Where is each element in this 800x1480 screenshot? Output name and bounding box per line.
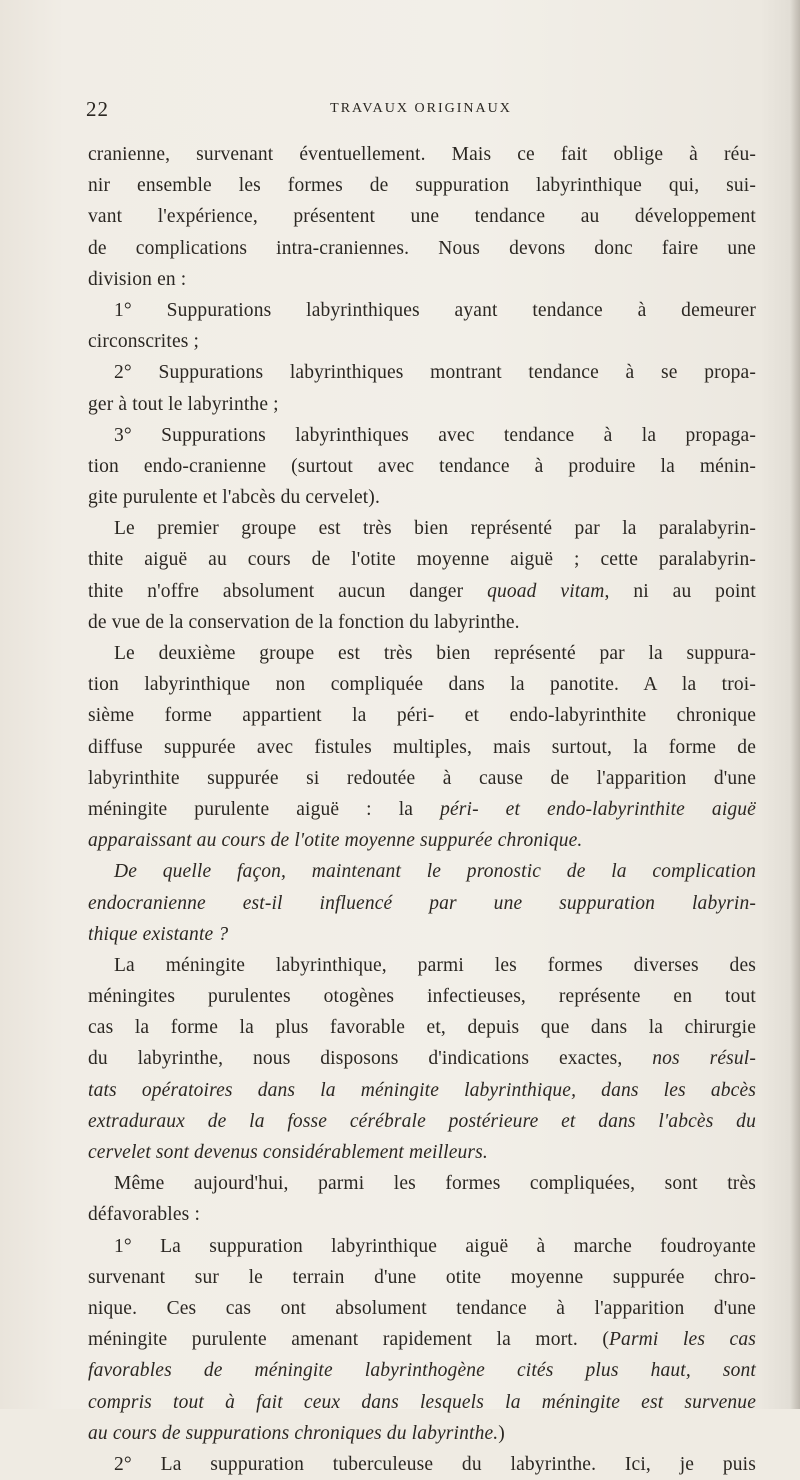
text-line: [88, 389, 756, 420]
italic-text: quoad vitam: [487, 580, 605, 602]
text-line: [88, 264, 756, 295]
text-line: [88, 451, 756, 482]
italic-text: favorables de méningite labyrinthogène cités plus haut, sont: [88, 1360, 756, 1382]
italic-text: tats opératoires dans la méningite labyrinthique, dans les abcès: [88, 1079, 756, 1101]
text-line: [88, 1137, 756, 1168]
italic-text: thique existante ?: [88, 923, 229, 945]
italic-text: au cours de suppurations chroniques du labyrinthe.: [88, 1422, 499, 1444]
text-line: [88, 482, 756, 513]
text-line: [88, 1449, 756, 1480]
text-line: [88, 1106, 756, 1137]
text-segment: La méningite labyrinthique, parmi les formes diverses des: [114, 954, 756, 976]
text-line: [88, 950, 756, 981]
text-line: [88, 794, 756, 825]
italic-text: apparaissant au cours de l'otite moyenne suppurée chronique.: [88, 830, 583, 852]
text-line: [88, 1355, 756, 1386]
text-line: [88, 981, 756, 1012]
text-segment: circonscrites ;: [88, 331, 200, 353]
text-segment: de complications intra-craniennes. Nous devons donc faire une: [88, 237, 756, 259]
text-line: [88, 700, 756, 731]
text-line: [88, 1199, 756, 1230]
text-line: [88, 139, 756, 170]
text-line: [88, 326, 756, 357]
italic-text: De quelle façon, maintenant le pronostic de la complication: [114, 861, 756, 883]
italic-text: péri- et endo-labyrinthite aiguë: [440, 798, 756, 820]
italic-text: compris tout à fait ceux dans lesquels la méningite est survenue: [88, 1391, 756, 1413]
text-segment: 3° Suppurations labyrinthiques avec tendance à la propaga-: [114, 424, 756, 446]
text-segment: cas la forme la plus favorable et, depuis que dans la chirurgie: [88, 1017, 756, 1039]
italic-text: endocranienne est-il influencé par une suppuration labyrin-: [88, 892, 756, 914]
text-segment: thite aiguë au cours de l'otite moyenne aiguë ; cette paralabyrin-: [88, 549, 756, 571]
text-segment: Même aujourd'hui, parmi les formes compliquées, sont très: [114, 1173, 756, 1195]
text-segment: tion endo-cranienne (surtout avec tendance à produire la ménin-: [88, 455, 756, 477]
text-segment: tion labyrinthique non compliquée dans la panotite. A la troi-: [88, 674, 756, 696]
text-segment: Le deuxième groupe est très bien représenté par la suppura-: [114, 643, 756, 664]
text-line: [88, 669, 756, 700]
text-line: [88, 825, 756, 856]
text-segment: méningite purulente aiguë : la: [88, 798, 441, 820]
text-segment: vant l'expérience, présentent une tendance au développement: [88, 206, 756, 228]
text-segment: division en :: [88, 268, 187, 290]
text-line: [88, 170, 756, 201]
text-segment: cranienne, survenant éventuellement. Mais ce fait oblige à réu-: [88, 144, 756, 165]
text-segment: sième forme appartient la péri- et endo-labyrinthite chronique: [88, 705, 756, 727]
text-line: [88, 638, 756, 669]
text-line: [88, 607, 756, 638]
text-line: [88, 1168, 756, 1199]
text-segment: 2° La suppuration tuberculeuse du labyrinthe. Ici, je puis: [114, 1453, 756, 1475]
running-head: TRAVAUX ORIGINAUX: [330, 101, 512, 116]
text-segment: du labyrinthe, nous disposons d'indications exactes,: [88, 1048, 653, 1070]
text-segment: 2° Suppurations labyrinthiques montrant tendance à se propa-: [114, 362, 756, 384]
text-segment: de vue de la conservation de la fonction du labyrinthe.: [88, 611, 520, 633]
text-segment: survenant sur le terrain d'une otite moyenne suppurée chro-: [88, 1266, 756, 1288]
italic-text: nos résul-: [652, 1048, 756, 1070]
text-segment: gite purulente et l'abcès du cervelet).: [88, 487, 380, 509]
text-segment: ): [498, 1422, 505, 1444]
page-number: 22: [86, 97, 109, 121]
page-header: [86, 97, 756, 121]
text-segment: ger à tout le labyrinthe ;: [88, 393, 279, 415]
text-segment: Le premier groupe est très bien représenté par la paralabyrin-: [114, 518, 756, 540]
italic-text: Parmi les cas: [608, 1329, 756, 1351]
text-segment: nir ensemble les formes de suppuration labyrinthique qui, sui-: [88, 175, 756, 197]
text-segment: 1° Suppurations labyrinthiques ayant tendance à demeurer: [114, 299, 756, 321]
text-segment: labyrinthite suppurée si redoutée à cause de l'apparition d'une: [88, 767, 756, 789]
text-line: [88, 1324, 756, 1355]
text-line: [88, 732, 756, 763]
text-line: [88, 201, 756, 232]
page-edge-shadow: [790, 0, 800, 1409]
text-line: [88, 1043, 756, 1074]
text-line: [88, 295, 756, 326]
text-line: [88, 1231, 756, 1262]
text-segment: , ni au point: [604, 580, 757, 602]
text-line: [88, 888, 756, 919]
text-line: [88, 763, 756, 794]
text-segment: méningite purulente amenant rapidement la mort. (: [88, 1329, 609, 1351]
text-segment: thite n'offre absolument aucun danger: [88, 580, 488, 602]
text-segment: diffuse suppurée avec fistules multiples, mais surtout, la forme de: [88, 736, 756, 758]
text-segment: nique. Ces cas ont absolument tendance à l'apparition d'une: [88, 1297, 756, 1319]
text-line: [88, 919, 756, 950]
text-line: [88, 544, 756, 575]
text-line: [88, 1262, 756, 1293]
italic-text: cervelet sont devenus considérablement meilleurs.: [88, 1142, 488, 1163]
text-line: [88, 420, 756, 451]
text-line: [88, 357, 756, 388]
text-line: [88, 513, 756, 544]
italic-text: extraduraux de la fosse cérébrale postérieure et dans l'abcès du: [88, 1110, 756, 1132]
text-segment: défavorables :: [88, 1204, 201, 1226]
text-segment: 1° La suppuration labyrinthique aiguë à marche foudroyante: [114, 1235, 756, 1257]
text-line: [88, 1012, 756, 1043]
text-line: [88, 1418, 756, 1449]
text-line: [88, 576, 756, 607]
text-segment: méningites purulentes otogènes infectieuses, représente en tout: [88, 986, 756, 1008]
text-line: [88, 1075, 756, 1106]
body-text: [88, 139, 756, 1480]
text-line: [88, 856, 756, 887]
text-line: [88, 233, 756, 264]
text-line: [88, 1293, 756, 1324]
text-line: [88, 1387, 756, 1418]
